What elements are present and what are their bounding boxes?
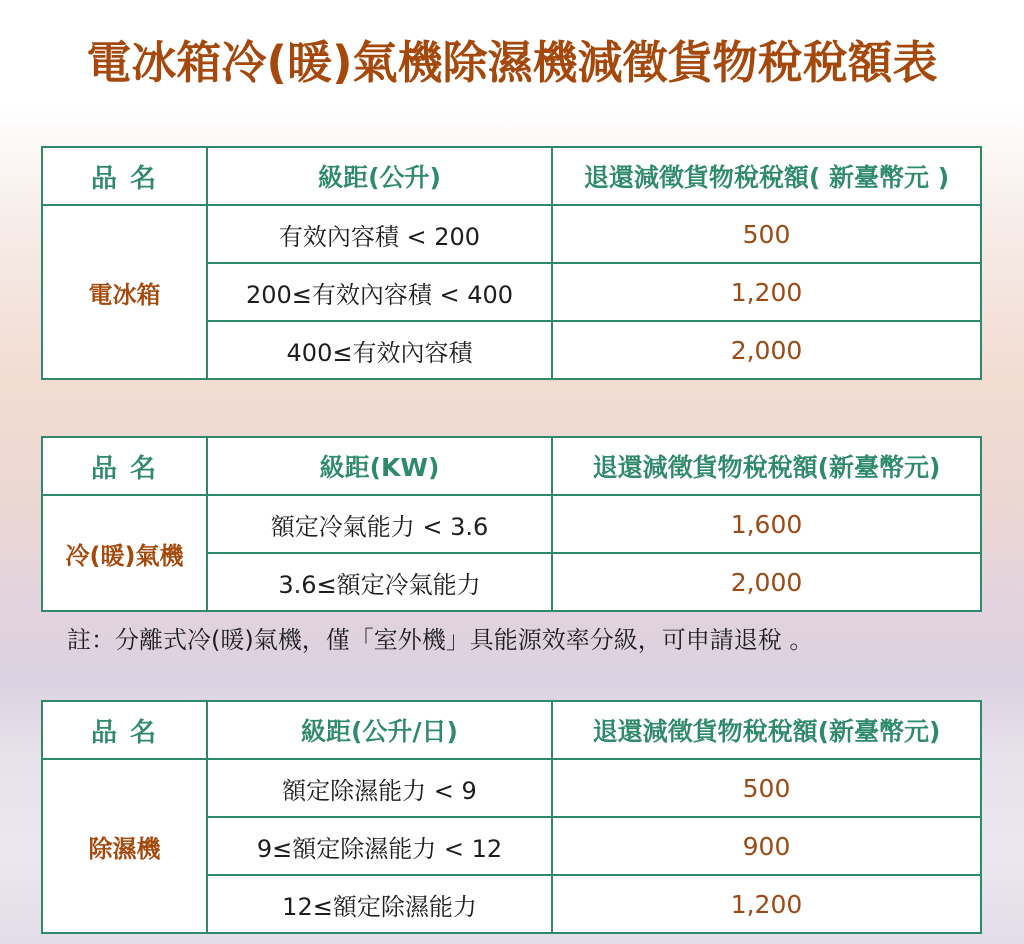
table-header-row (42, 147, 981, 205)
table-header-row (42, 437, 981, 495)
table-row (42, 205, 981, 263)
range-cell: 400≤有效內容積 (207, 321, 552, 379)
fridge-tax-table (41, 146, 982, 380)
amount-cell: 500 (552, 759, 981, 817)
range-cell: 額定冷氣能力 < 3.6 (207, 495, 552, 553)
amount-cell: 1,200 (552, 263, 981, 321)
header-range: 級距(公升) (207, 147, 552, 205)
page-title: 電冰箱冷(暖)氣機除濕機減徵貨物稅稅額表 (86, 36, 938, 89)
product-fridge: 電冰箱 (42, 205, 207, 379)
dehumidifier-tax-table (41, 700, 982, 934)
product-air-conditioner: 冷(暖)氣機 (42, 495, 207, 611)
header-tax-amount: 退還減徵貨物稅稅額(新臺幣元) (552, 701, 981, 759)
header-product-name: 品 名 (42, 147, 207, 205)
table-row (42, 495, 981, 553)
range-cell: 額定除濕能力 < 9 (207, 759, 552, 817)
header-product-name: 品 名 (42, 437, 207, 495)
amount-cell: 2,000 (552, 553, 981, 611)
range-cell: 有效內容積 < 200 (207, 205, 552, 263)
header-product-name: 品 名 (42, 701, 207, 759)
header-tax-amount: 退還減徵貨物稅稅額( 新臺幣元 ) (552, 147, 981, 205)
range-cell: 200≤有效內容積 < 400 (207, 263, 552, 321)
product-dehumidifier: 除濕機 (42, 759, 207, 933)
header-range: 級距(公升/日) (207, 701, 552, 759)
amount-cell: 1,600 (552, 495, 981, 553)
amount-cell: 1,200 (552, 875, 981, 933)
range-cell: 3.6≤額定冷氣能力 (207, 553, 552, 611)
split-ac-note: 註：分離式冷(暖)氣機，僅「室外機」具能源效率分級，可申請退稅 。 (67, 626, 814, 654)
table-row (42, 759, 981, 817)
range-cell: 9≤額定除濕能力 < 12 (207, 817, 552, 875)
table-header-row (42, 701, 981, 759)
amount-cell: 900 (552, 817, 981, 875)
amount-cell: 500 (552, 205, 981, 263)
amount-cell: 2,000 (552, 321, 981, 379)
range-cell: 12≤額定除濕能力 (207, 875, 552, 933)
header-tax-amount: 退還減徵貨物稅稅額(新臺幣元) (552, 437, 981, 495)
ac-tax-table (41, 436, 982, 612)
header-range: 級距(KW) (207, 437, 552, 495)
